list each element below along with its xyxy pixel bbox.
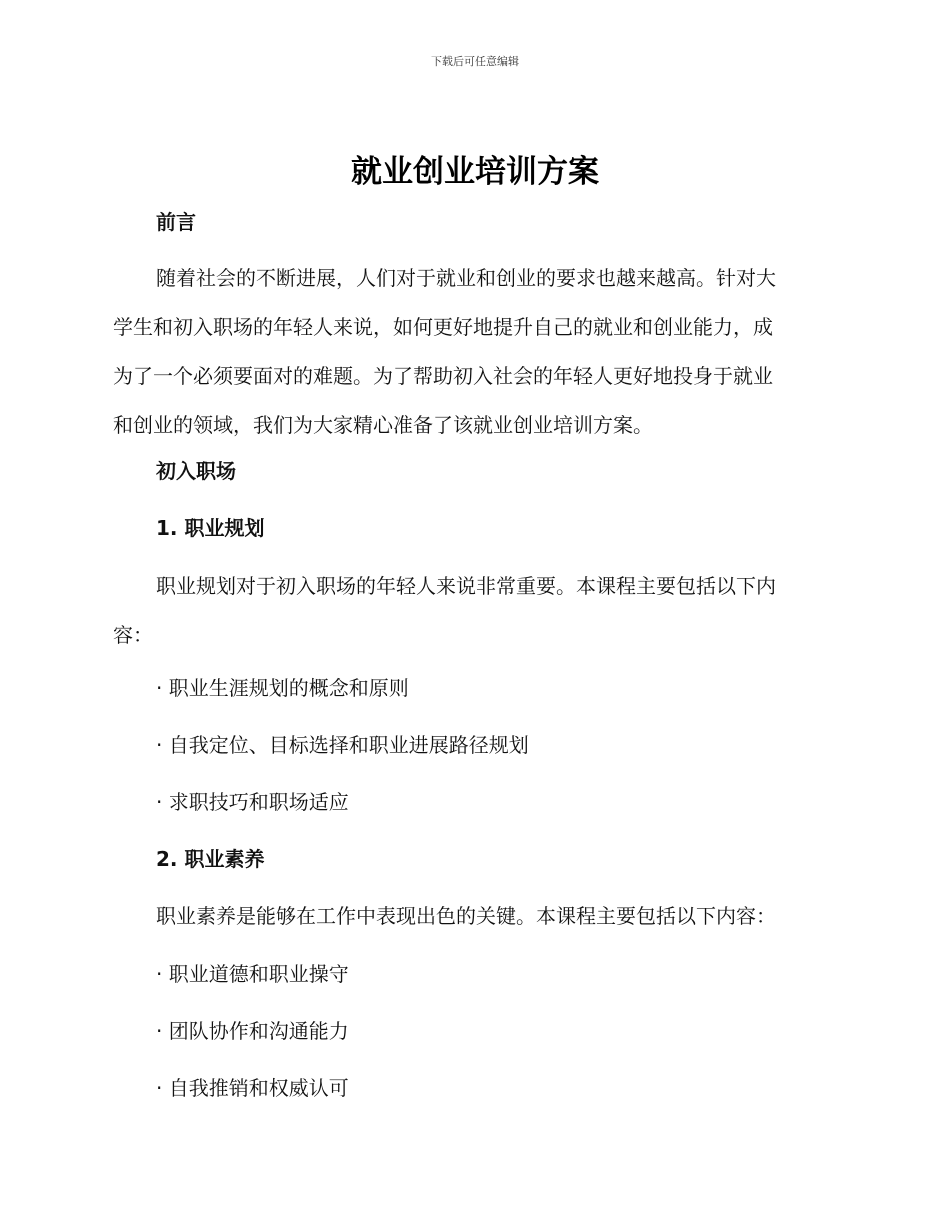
career-planning-heading: 1. 职业规划	[156, 516, 265, 540]
professional-quality-heading: 2. 职业素养	[156, 847, 265, 871]
preface-line: 学生和初入职场的年轻人来说，如何更好地提升自己的就业和创业能力，成	[113, 315, 773, 339]
professional-quality-item: · 团队协作和沟通能力	[156, 1019, 349, 1043]
preface-paragraph	[113, 264, 833, 460]
professional-quality-intro: 职业素养是能够在工作中表现出色的关键。本课程主要包括以下内容：	[156, 904, 776, 928]
preface-line: 和创业的领域，我们为大家精心准备了该就业创业培训方案。	[113, 413, 653, 437]
professional-quality-item: · 自我推销和权威认可	[156, 1076, 349, 1100]
career-planning-item: · 求职技巧和职场适应	[156, 790, 349, 814]
career-planning-intro-line: 容：	[113, 623, 153, 647]
career-planning-intro-line: 职业规划对于初入职场的年轻人来说非常重要。本课程主要包括以下内	[156, 574, 776, 598]
career-planning-item: · 职业生涯规划的概念和原则	[156, 676, 409, 700]
part-heading: 初入职场	[156, 459, 236, 483]
preface-line: 为了一个必须要面对的难题。为了帮助初入社会的年轻人更好地投身于就业	[113, 364, 773, 388]
career-planning-intro	[113, 572, 833, 670]
document-title: 就业创业培训方案	[351, 154, 599, 190]
career-planning-item: · 自我定位、目标选择和职业进展路径规划	[156, 733, 529, 757]
preface-line: 随着社会的不断进展，人们对于就业和创业的要求也越来越高。针对大	[156, 266, 776, 290]
page-header-note: 下载后可任意编辑	[431, 55, 519, 68]
professional-quality-item: · 职业道德和职业操守	[156, 962, 349, 986]
preface-heading: 前言	[156, 210, 196, 234]
